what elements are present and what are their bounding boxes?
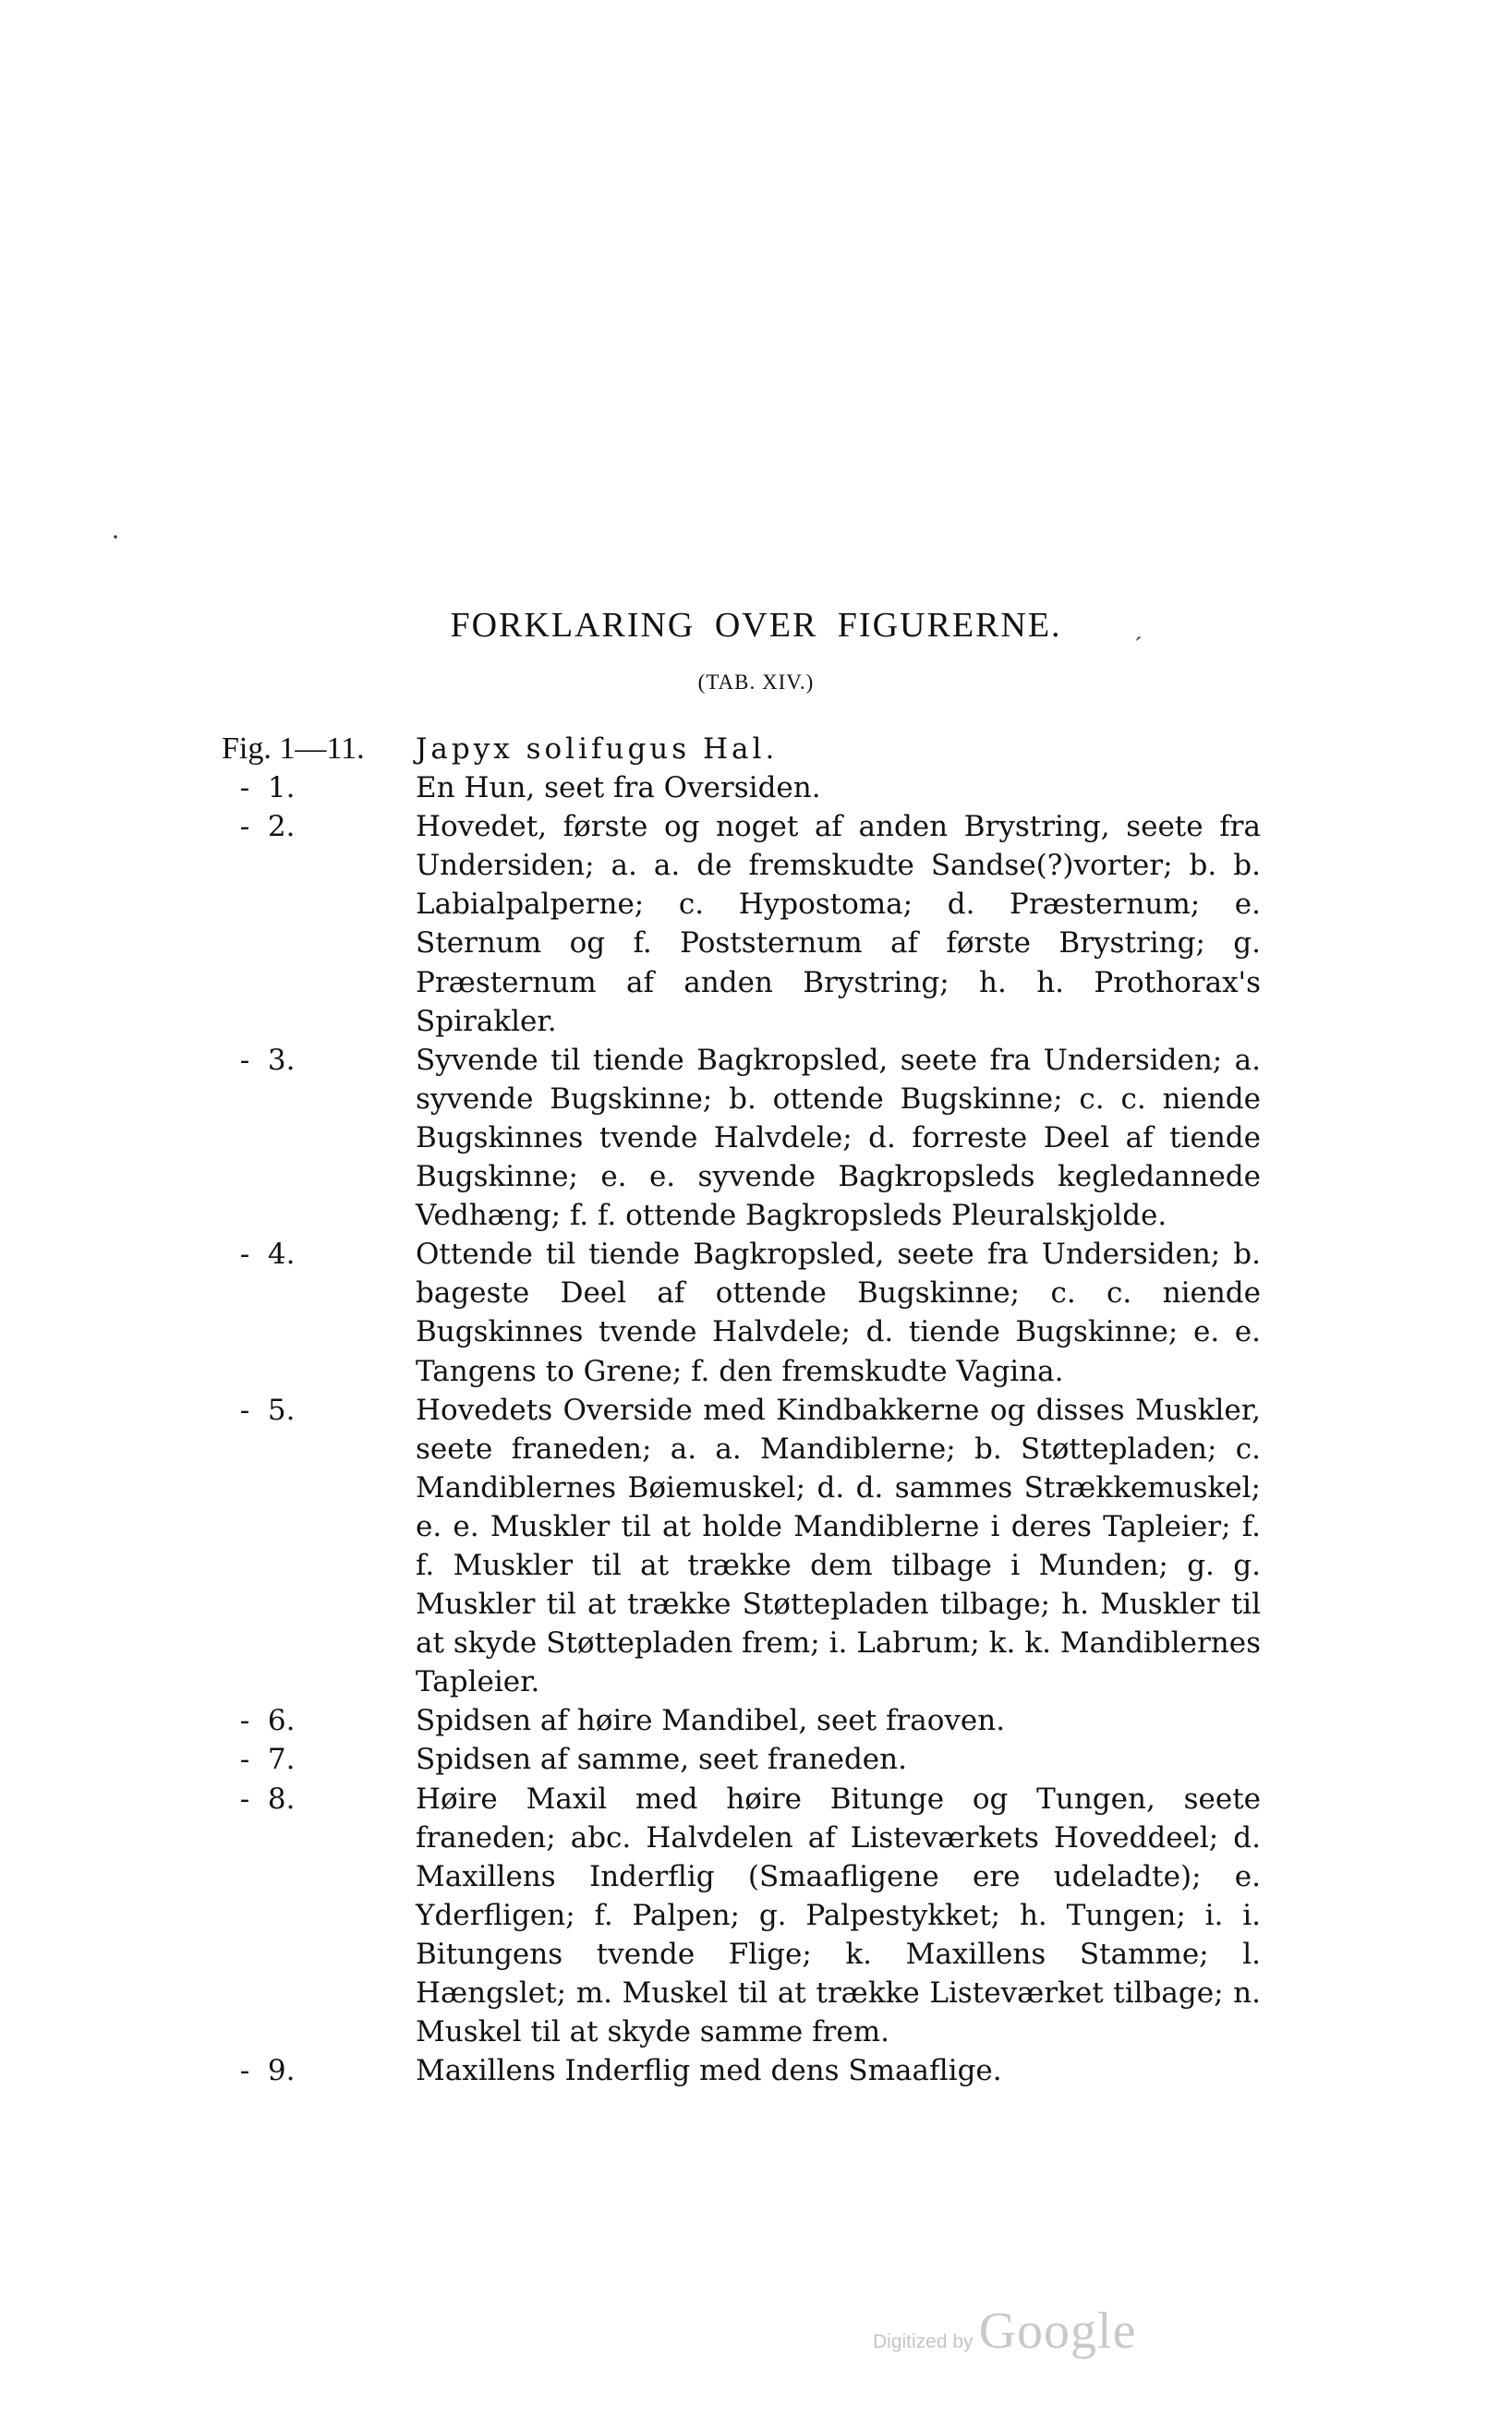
figure-label: - 9. [222,2054,296,2088]
figure-label: - 4. [222,1238,296,1272]
figure-description: Høire Maxil med høire Bitunge og Tungen, seete franeden; abc. Halvdelen af Listeværkets Hoveddeel; d. Maxillens Inderflig (Smaafligene ere udeladte); e. Yderfligen; f. Palpen; g. Palpestykket; h. Tungen; i. i. Bitungens tvende Flige; k. Maxillens Stamme; l. Hængslet; m. Muskel til at trække Listeværket tilbage; n. Muskel til at skyde samme frem. [416,1782,1261,2049]
stray-ink-mark: ´ [1134,633,1143,659]
figure-entry [222,1740,1275,1779]
figure-entry [222,2051,1275,2090]
figure-description: Maxillens Inderflig med dens Smaaflige. [416,2054,1002,2088]
figure-label: Fig. 1—11. [222,731,365,766]
figure-entry [222,807,1275,1041]
figure-label: - 3. [222,1043,296,1077]
google-logo: Google [978,2302,1137,2360]
figure-description: Hovedet, første og noget af anden Brystring, seete fra Undersiden; a. a. de fremskudte Sandse(?)vorter; b. b. Labialpalperne; c. Hypostoma; d. Præsternum; e. Sternum og f. Poststernum af første Brystring; g. Præsternum af anden Brystring; h. h. Prothorax's Spirakler. [416,810,1261,1038]
figure-description: Spidsen af samme, seet franeden. [416,1743,907,1777]
figure-label: - 8. [222,1782,296,1816]
figure-entry [222,730,1275,768]
digitized-by-text: Digitized by [873,2331,974,2352]
figure-entry [222,1701,1275,1740]
figure-description: En Hun, seet fra Oversiden. [416,771,821,805]
figure-entry [222,1391,1275,1702]
figure-description: Hovedets Overside med Kindbakkerne og disses Muskler, seete franeden; a. a. Mandiblerne; b. Støttepladen; c. Mandiblernes Bøiemuskel; d. d. sammes Strækkemuskel; e. e. Muskler til at holde Mandiblerne i deres Tapleier; f. f. Muskler til at trække dem tilbage i Munden; g. g. Muskler til at trække Støttepladen tilbage; h. Muskler til at skyde Støttepladen frem; i. Labrum; k. k. Mandiblernes Tapleier. [416,1393,1261,1699]
figure-label: - 5. [222,1393,296,1427]
figure-description: Syvende til tiende Bagkropsled, seete fra Undersiden; a. syvende Bugskinne; b. ottende Bugskinne; c. c. niende Bugskinnes tvende Halvdele; d. forreste Deel af tiende Bugskinne; e. e. syvende Bagkropsleds kegledannede Vedhæng; f. f. ottende Bagkropsleds Pleuralskjolde. [416,1043,1261,1233]
page-title: FORKLARING OVER FIGURERNE. [450,606,1062,645]
figure-label: - 2. [222,810,296,844]
digitization-watermark [873,2302,1136,2361]
figure-description: Spidsen af høire Mandibel, seet fraoven. [416,1704,1006,1738]
species-name: Japyx solifugus Hal. [416,732,779,766]
figure-entry [222,1041,1275,1235]
figure-label: - 7. [222,1743,296,1777]
figure-label: - 6. [222,1704,296,1738]
figure-explanation-list [222,730,1275,2090]
figure-entry [222,1780,1275,2052]
figure-description: Ottende til tiende Bagkropsled, seete fra Undersiden; b. bageste Deel af ottende Bugskinne; c. c. niende Bugskinnes tvende Halvdele; d. tiende Bugskinne; e. e. Tangens to Grene; f. den fremskudte Vagina. [416,1238,1261,1388]
figure-entry [222,1235,1275,1390]
page-subtitle: (TAB. XIV.) [697,671,815,694]
figure-label: - 1. [222,771,296,805]
figure-entry [222,768,1275,807]
stray-ink-mark: · [111,522,120,552]
